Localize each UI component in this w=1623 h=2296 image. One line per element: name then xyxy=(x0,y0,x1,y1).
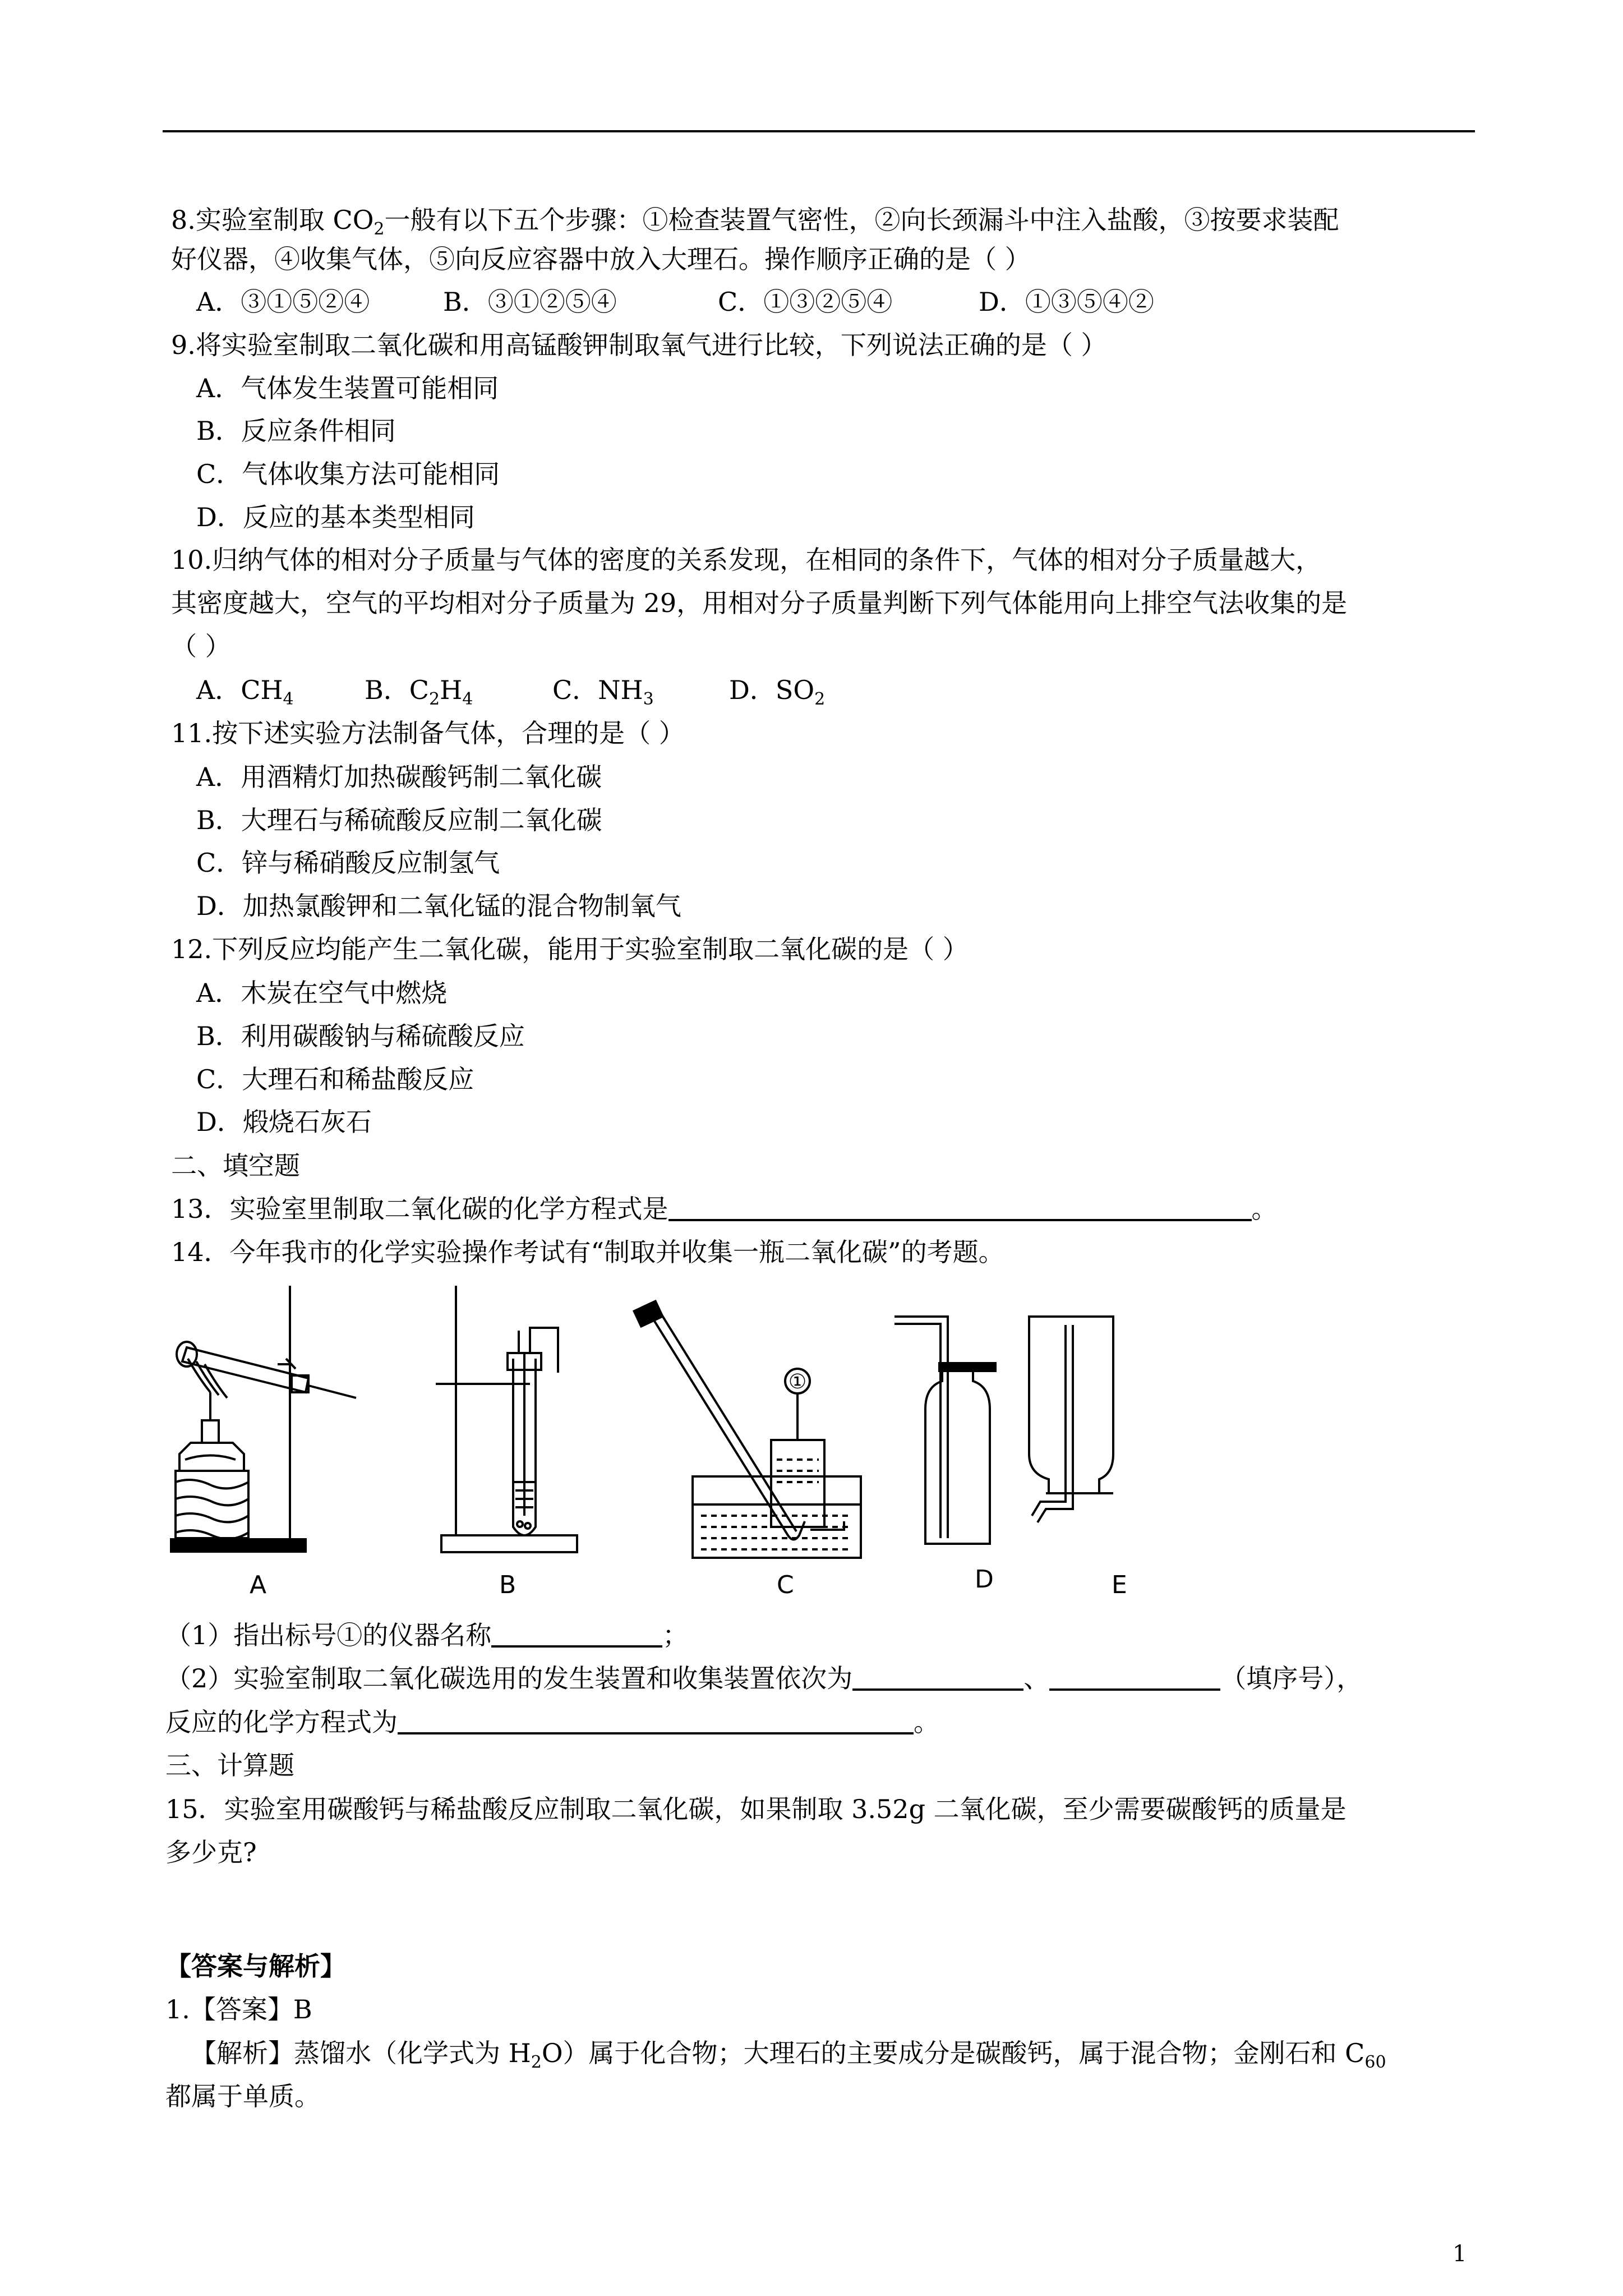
q14-sub1: （1）指出标号①的仪器名称 ； xyxy=(165,1618,688,1652)
circle-label-1: ① xyxy=(788,1370,807,1393)
q14-stem: 14．今年我市的化学实验操作考试有“制取并收集一瓶二氧化碳”的考题。 xyxy=(171,1237,1004,1267)
answer-1-explanation-line2: 都属于单质。 xyxy=(165,2081,320,2111)
q10-line1: 10.归纳气体的相对分子质量与气体的密度的关系发现，在相同的条件下，气体的相对分子质量越大， xyxy=(171,545,1322,575)
apparatus-b-test-tube xyxy=(436,1286,577,1552)
q12-option-a: A．木炭在空气中燃烧 xyxy=(196,978,448,1008)
apparatus-d-gas-bottle xyxy=(895,1317,995,1544)
q9-stem: 9.将实验室制取二氧化碳和用高锰酸钾制取氧气进行比较，下列说法正确的是（ ） xyxy=(171,330,1107,360)
q11-option-a: A．用酒精灯加热碳酸钙制二氧化碳 xyxy=(196,762,602,792)
apparatus-e-inverted-bottle xyxy=(1029,1317,1113,1522)
q10-line2: 其密度越大，空气的平均相对分子质量为 29，用相对分子质量判断下列气体能用向上排空气法收集的是 xyxy=(171,588,1348,618)
q8-line2: 好仪器，④收集气体，⑤向反应容器中放入大理石。操作顺序正确的是（ ） xyxy=(171,244,1031,274)
fig-label-e: E xyxy=(1112,1571,1127,1599)
q8-option-a: A．③①⑤②④ xyxy=(196,287,370,317)
q8-option-d: D．①③⑤④② xyxy=(979,287,1154,317)
apparatus-a-heating-tube xyxy=(171,1286,356,1552)
q12-option-c: C．大理石和稀盐酸反应 xyxy=(196,1064,474,1094)
q8-option-c: C．①③②⑤④ xyxy=(718,287,893,317)
q8-option-b: B．③①②⑤④ xyxy=(443,287,617,317)
q13-line: 13．实验室里制取二氧化碳的化学方程式是 。 xyxy=(171,1192,1278,1226)
page-number: 1 xyxy=(1453,2241,1467,2267)
q12-option-b: B．利用碳酸钠与稀硫酸反应 xyxy=(196,1021,525,1051)
answer-1: 1.【答案】B xyxy=(165,1994,312,2024)
q14-sub1-blank[interactable] xyxy=(491,1618,662,1648)
q15-line2: 多少克? xyxy=(165,1837,257,1867)
q14-sub2-blank-2[interactable] xyxy=(1049,1662,1220,1691)
q10-line3: （ ） xyxy=(171,631,231,661)
q14-sub2-blank-1[interactable] xyxy=(852,1662,1023,1691)
fig-label-b: B xyxy=(499,1571,517,1599)
q14-sub2: （2）实验室制取二氧化碳选用的发生装置和收集装置依次为 、 （填序号）， xyxy=(165,1662,1362,1695)
fig-label-d: D xyxy=(975,1565,994,1594)
fig-label-a: A xyxy=(250,1571,267,1599)
q11-stem: 11.按下述实验方法制备气体，合理的是（ ） xyxy=(171,718,685,748)
q15-line1: 15．实验室用碳酸钙与稀盐酸反应制取二氧化碳，如果制取 3.52g 二氧化碳，至少需要碳酸钙的质量是 xyxy=(165,1794,1347,1824)
q14-equation-blank[interactable] xyxy=(398,1705,914,1734)
q12-stem: 12.下列反应均能产生二氧化碳，能用于实验室制取二氧化碳的是（ ） xyxy=(171,934,969,964)
section-calc: 三、计算题 xyxy=(165,1750,294,1780)
q10-option-c: C．$NH_3$ xyxy=(552,675,654,709)
apparatus-c-water-trough xyxy=(634,1301,861,1558)
q8-line1: 8.实验室制取 $CO_2$一般有以下五个步骤：①检查装置气密性，②向长颈漏斗中注入盐酸，③按要求装配 xyxy=(171,205,1339,239)
q9-option-b: B．反应条件相同 xyxy=(196,416,396,446)
q9-option-d: D．反应的基本类型相同 xyxy=(196,502,475,532)
q14-sub2-line2: 反应的化学方程式为 。 xyxy=(165,1705,939,1739)
q13-answer-blank[interactable] xyxy=(668,1192,1252,1221)
q12-option-d: D．煅烧石灰石 xyxy=(196,1107,372,1137)
apparatus-figure xyxy=(165,1280,1175,1600)
q9-option-a: A．气体发生装置可能相同 xyxy=(196,373,499,403)
answers-heading: 【答案与解析】 xyxy=(165,1951,346,1981)
q9-option-c: C．气体收集方法可能相同 xyxy=(196,459,500,489)
q11-option-d: D．加热氯酸钾和二氧化锰的混合物制氧气 xyxy=(196,891,681,921)
q11-option-b: B．大理石与稀硫酸反应制二氧化碳 xyxy=(196,805,602,835)
q10-option-d: D．$SO_2$ xyxy=(729,675,826,709)
q10-option-b: B．$C_2H_4$ xyxy=(365,675,473,709)
answer-1-explanation: 【解析】蒸馏水（化学式为 $H_2O$）属于化合物；大理石的主要成分是碳酸钙，属于混合物；金刚石和 $C_{60}$ xyxy=(191,2038,1386,2072)
q10-option-a: A．$CH_4$ xyxy=(196,675,294,709)
header-rule xyxy=(163,130,1475,132)
q11-option-c: C．锌与稀硝酸反应制氢气 xyxy=(196,848,500,878)
fig-label-c: C xyxy=(777,1571,794,1599)
section-fill-in: 二、填空题 xyxy=(171,1151,300,1181)
